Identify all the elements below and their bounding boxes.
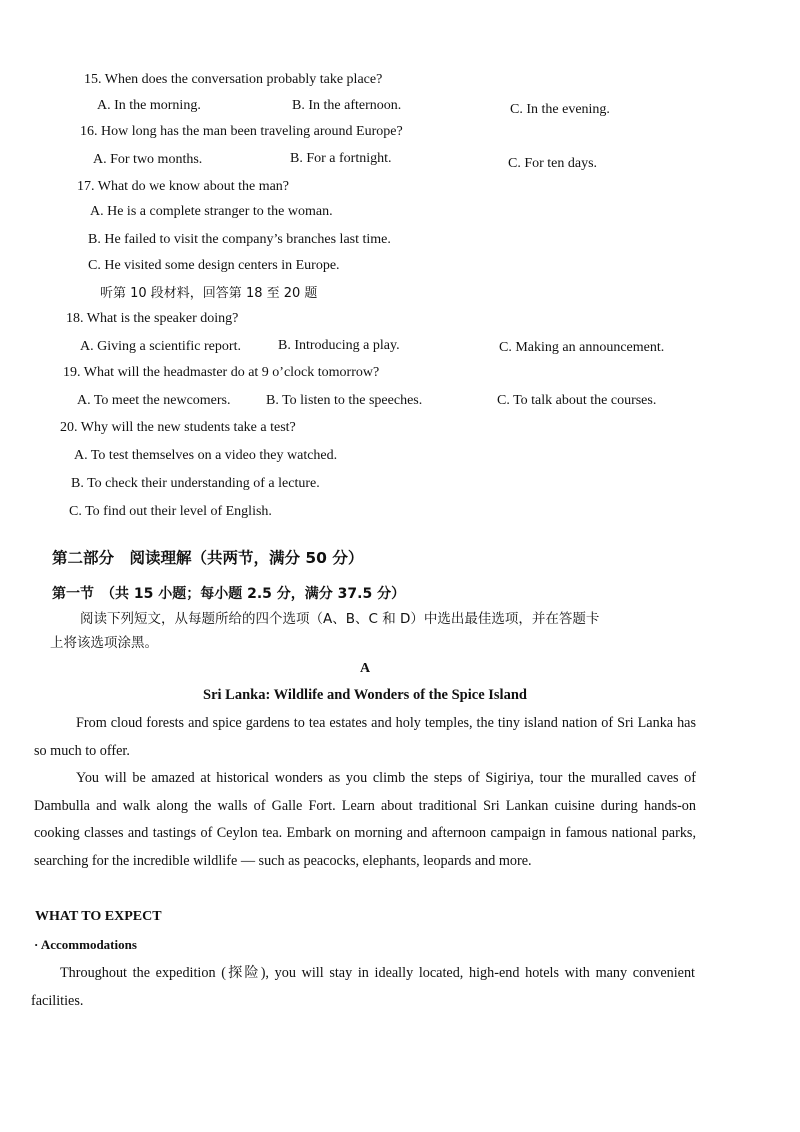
q19-option-b: B. To listen to the speeches. — [266, 393, 423, 408]
accommodations-heading: · Accommodations — [34, 937, 137, 952]
q16-option-b: B. For a fortnight. — [290, 151, 392, 166]
q16-option-c: C. For ten days. — [508, 156, 598, 171]
reading-instructions-line2: 上将该选项涂黑。 — [50, 635, 158, 651]
q15-option-a: A. In the morning. — [97, 98, 201, 113]
reading-part-title: 第二部分 阅读理解（共两节，满分 50 分） — [52, 549, 364, 567]
question-17: 17. What do we know about the man? — [77, 179, 290, 194]
q18-option-b: B. Introducing a play. — [278, 338, 400, 353]
q15-option-b: B. In the afternoon. — [292, 98, 402, 113]
q17-option-b: B. He failed to visit the company’s branches last time. — [88, 232, 391, 247]
question-15: 15. When does the conversation probably take place? — [84, 72, 383, 87]
what-to-expect-heading: WHAT TO EXPECT — [35, 909, 162, 924]
q17-option-a: A. He is a complete stranger to the woman. — [90, 204, 333, 219]
passage-title: Sri Lanka: Wildlife and Wonders of the Spice Island — [203, 687, 527, 703]
passage-label: A — [359, 661, 371, 676]
q20-option-b: B. To check their understanding of a lecture. — [71, 476, 320, 491]
question-16: 16. How long has the man been traveling around Europe? — [80, 124, 403, 139]
q20-option-a: A. To test themselves on a video they watched. — [74, 448, 338, 463]
q19-option-a: A. To meet the newcomers. — [77, 393, 231, 408]
q18-option-c: C. Making an announcement. — [499, 340, 665, 355]
reading-instructions-line1: 阅读下列短文，从每题所给的四个选项（A、B、C 和 D）中选出最佳选项，并在答题卡 — [80, 611, 600, 627]
q15-option-c: C. In the evening. — [510, 102, 610, 117]
question-19: 19. What will the headmaster do at 9 o’clock tomorrow? — [63, 365, 380, 380]
q19-option-c: C. To talk about the courses. — [497, 393, 657, 408]
passage-paragraph-1: From cloud forests and spice gardens to tea estates and holy temples, the tiny island nation of Sri Lanka has so much to offer. — [34, 715, 696, 759]
listening-instruction-10: 听第 10 段材料，回答第 18 至 20 题 — [100, 286, 318, 301]
q17-option-c: C. He visited some design centers in Europe. — [88, 258, 340, 273]
question-18: 18. What is the speaker doing? — [66, 311, 239, 326]
question-20: 20. Why will the new students take a test? — [60, 420, 296, 435]
passage-paragraph-2: You will be amazed at historical wonders as you climb the steps of Sigiriya, tour the muralled caves of Dambulla and walk along the walls of Galle Fort. Learn about traditional Sri Lankan cuisine during hands-on cooking classes and tastings of Ceylon tea. Embark on morning and afternoon campaign in famous national parks, searching for the incredible wildlife — such as peacocks, elephants, leopards and more. — [34, 770, 696, 869]
q18-option-a: A. Giving a scientific report. — [80, 339, 241, 354]
reading-section-title: 第一节 （共 15 小题；每小题 2.5 分，满分 37.5 分） — [52, 586, 406, 602]
q20-option-c: C. To find out their level of English. — [69, 504, 272, 519]
passage-paragraph-3: Throughout the expedition (探险), you will stay in ideally located, high-end hotels with many convenient facilities. — [31, 965, 695, 1009]
q16-option-a: A. For two months. — [93, 152, 203, 167]
